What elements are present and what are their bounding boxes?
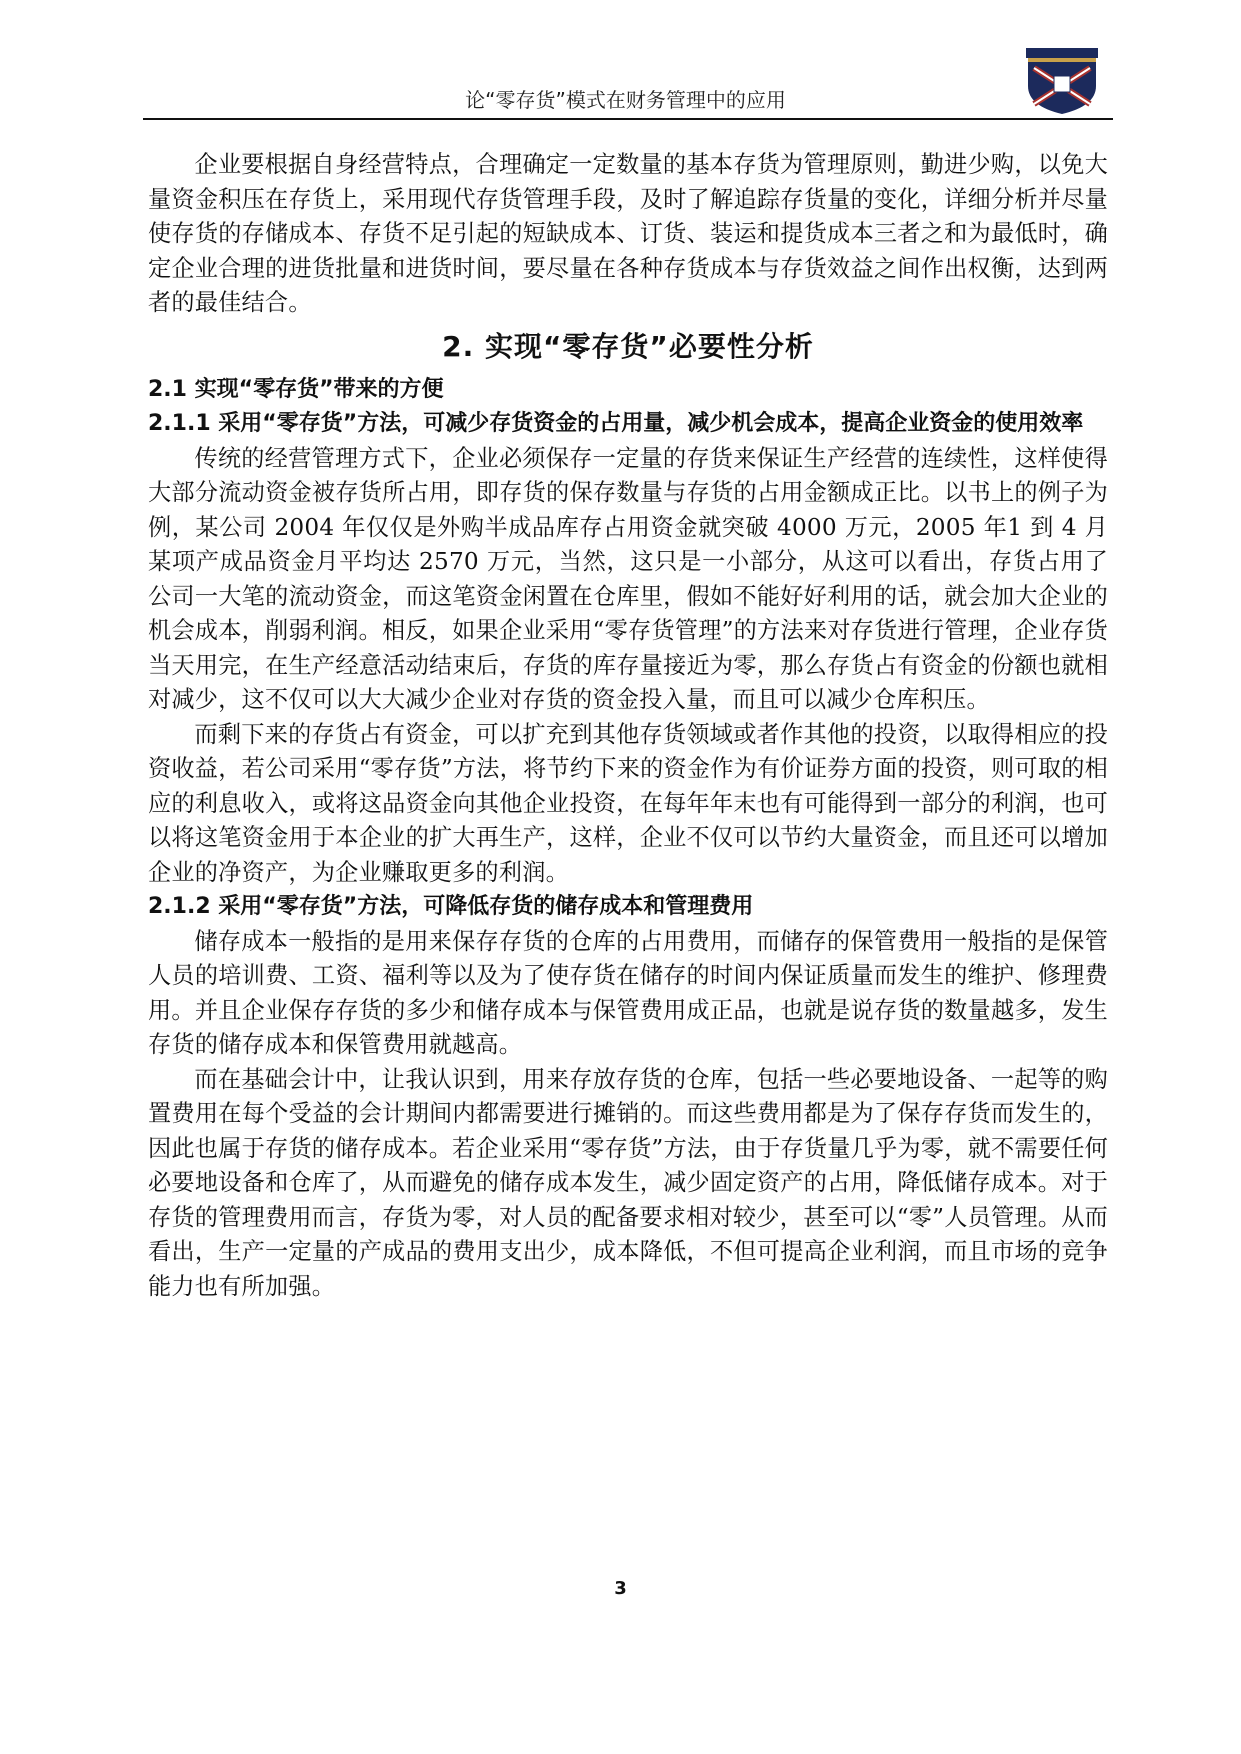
page-content <box>148 148 1108 1304</box>
subsubsection-heading-1: 2.1.1 采用“零存货”方法，可减少存货资金的占用量，减少机会成本，提高企业资金的使用效率 <box>148 411 1084 436</box>
section-heading: 2. 实现“零存货”必要性分析 <box>442 329 814 363</box>
paragraph-3: 储存成本一般指的是用来保存存货的仓库的占用费用，而储存的保管费用一般指的是保管人员的培训费、工资、福利等以及为了使存货在储存的时间内保证质量而发生的维护、修理费用。并且企业保存存货的多少和储存成本与保管费用成正品，也就是说存货的数量越多，发生存货的储存成本和保管费用就越高。 <box>148 927 1108 1058</box>
intro-paragraph: 企业要根据自身经营特点，合理确定一定数量的基本存货为管理原则，勤进少购，以免大量资金积压在存货上，采用现代存货管理手段，及时了解追踪存货量的变化，详细分析并尽量使存货的存储成本、存货不足引起的短缺成本、订货、装运和提货成本三者之和为最低时，确定企业合理的进货批量和进货时间，要尽量在各种存货成本与存货效益之间作出权衡，达到两者的最佳结合。 <box>148 151 1108 316</box>
header-divider <box>143 118 1113 120</box>
paragraph-4: 而在基础会计中，让我认识到，用来存放存货的仓库，包括一些必要地设备、一起等的购置费用在每个受益的会计期间内都需要进行摊销的。而这些费用都是为了保存存货而发生的，因此也属于存货的储存成本。若企业采用“零存货”方法，由于存货量几乎为零，就不需要任何必要地设备和仓库了，从而避免的储存成本发生，减少固定资产的占用，降低储存成本。对于存货的管理费用而言，存货为零，对人员的配备要求相对较少，甚至可以“零”人员管理。从而看出，生产一定量的产成品的费用支出少，成本降低，不但可提高企业利润，而且市场的竞争能力也有所加强。 <box>148 1065 1108 1300</box>
page-number: 3 <box>614 1578 627 1599</box>
paragraph-1: 传统的经营管理方式下，企业必须保存一定量的存货来保证生产经营的连续性，这样使得大部分流动资金被存货所占用，即存货的保存数量与存货的占用金额成正比。以书上的例子为例，某公司 2004 年仅仅是外购半成品库存占用资金就突破 4000 万元，2005 年1 到 4 月某项产成品资金月平均达 2570 万元，当然，这只是一小部分，从这可以看出，存货占用了公司一大笔的流动资金，而这笔资金闲置在仓库里，假如不能好好利用的话，就会加大企业的机会成本，削弱利润。相反，如果企业采用“零存货管理”的方法来对存货进行管理，企业存货当天用完，在生产经意活动结束后，存货的库存量接近为零，那么存货占有资金的份额也就相对减少，这不仅可以大大减少企业对存货的资金投入量，而且可以减少仓库积压。 <box>148 444 1108 713</box>
subsection-heading: 2.1 实现“零存货”带来的方便 <box>148 376 444 402</box>
paragraph-2: 而剩下来的存货占有资金，可以扩充到其他存货领域或者作其他的投资，以取得相应的投资收益，若公司采用“零存货”方法，将节约下来的资金作为有价证券方面的投资，则可取的相应的利息收入，或将这品资金向其他企业投资，在每年年末也有可能得到一部分的利润，也可以将这笔资金用于本企业的扩大再生产，这样，企业不仅可以节约大量资金，而且还可以增加企业的净资产，为企业赚取更多的利润。 <box>148 720 1108 886</box>
subsubsection-heading-2: 2.1.2 采用“零存货”方法，可降低存货的储存成本和管理费用 <box>148 894 754 919</box>
university-crest-logo <box>1014 46 1110 116</box>
running-header: 论“零存货”模式在财务管理中的应用 <box>465 88 786 112</box>
